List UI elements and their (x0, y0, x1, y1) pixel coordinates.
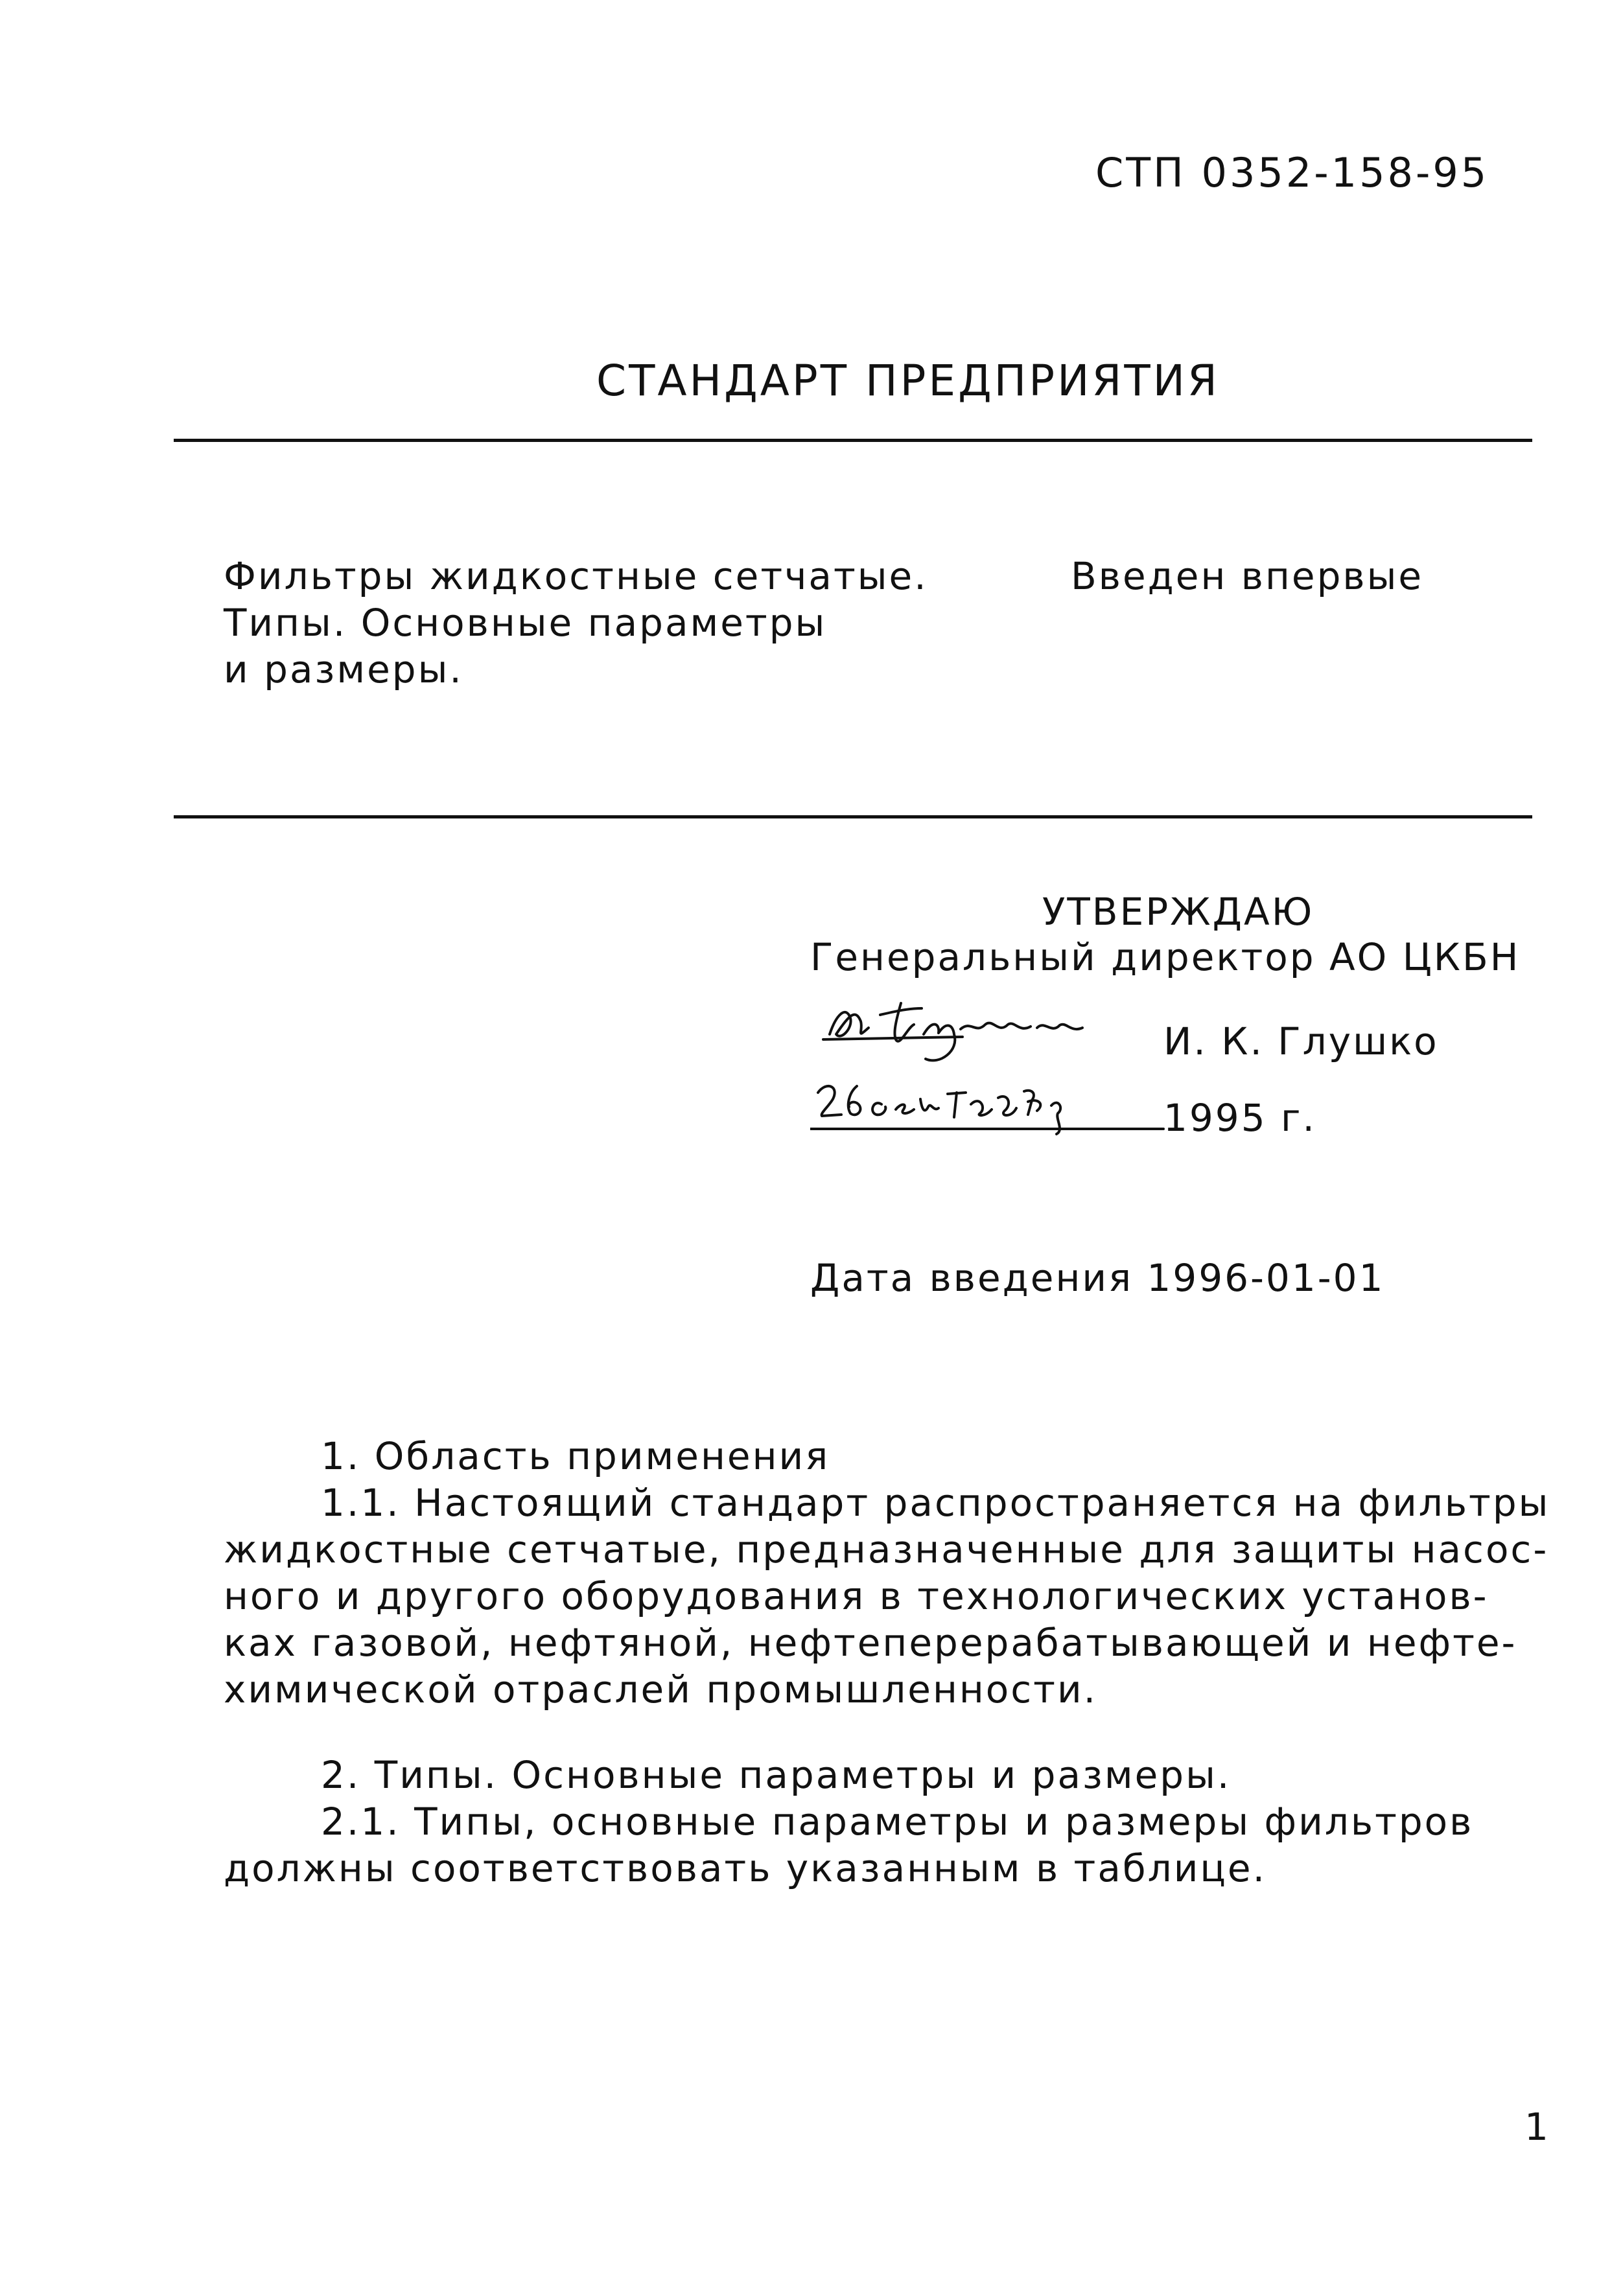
introduction-date: Дата введения 1996-01-01 (810, 1256, 1385, 1300)
approval-date-line (810, 1067, 1419, 1144)
approve-word: УТВЕРЖДАЮ (1042, 890, 1314, 934)
title-line: Типы. Основные параметры (224, 601, 827, 645)
approver-role: Генеральный директор АО ЦКБН (810, 935, 1521, 979)
paragraph-line: 1.1. Настоящий стандарт распространяется на фильтры (321, 1481, 1550, 1525)
section-heading: 1. Область применения (321, 1434, 830, 1478)
top-divider (174, 439, 1532, 442)
handwritten-signature (810, 989, 1173, 1067)
section-heading: 2. Типы. Основные параметры и размеры. (321, 1753, 1232, 1797)
page-number: 1 (1524, 2105, 1548, 2149)
standard-type-heading: СТАНДАРТ ПРЕДПРИЯТИЯ (596, 356, 1220, 406)
signatory-name: И. К. Глушко (1163, 1019, 1439, 1063)
approval-block (810, 890, 1523, 1300)
signature-line (810, 989, 1439, 1067)
title-line: Фильтры жидкостные сетчатые. (224, 554, 928, 598)
paragraph-line: химической отраслей промышленности. (224, 1667, 1098, 1711)
paragraph-line: ного и другого оборудования в технологических установ- (224, 1574, 1489, 1618)
approval-year: 1995 г. (1163, 1096, 1316, 1140)
paragraph-line: ках газовой, нефтяной, нефтеперерабатывающей и нефте- (224, 1621, 1517, 1665)
document-title (224, 554, 928, 697)
paragraph-line: должны соответствовать указанным в таблице. (224, 1846, 1267, 1890)
bottom-divider (174, 815, 1532, 818)
document-code: СТП 0352-158-95 (1095, 149, 1489, 196)
handwritten-date (810, 1067, 1173, 1144)
paragraph-spacer (224, 1717, 1550, 1756)
document-body (224, 1434, 1550, 1896)
title-line: и размеры. (224, 647, 463, 691)
intro-note: Введен впервые (1071, 554, 1424, 598)
paragraph-line: 2.1. Типы, основные параметры и размеры фильтров (321, 1800, 1474, 1844)
paragraph-line: жидкостные сетчатые, предназначенные для защиты насос- (224, 1527, 1549, 1571)
